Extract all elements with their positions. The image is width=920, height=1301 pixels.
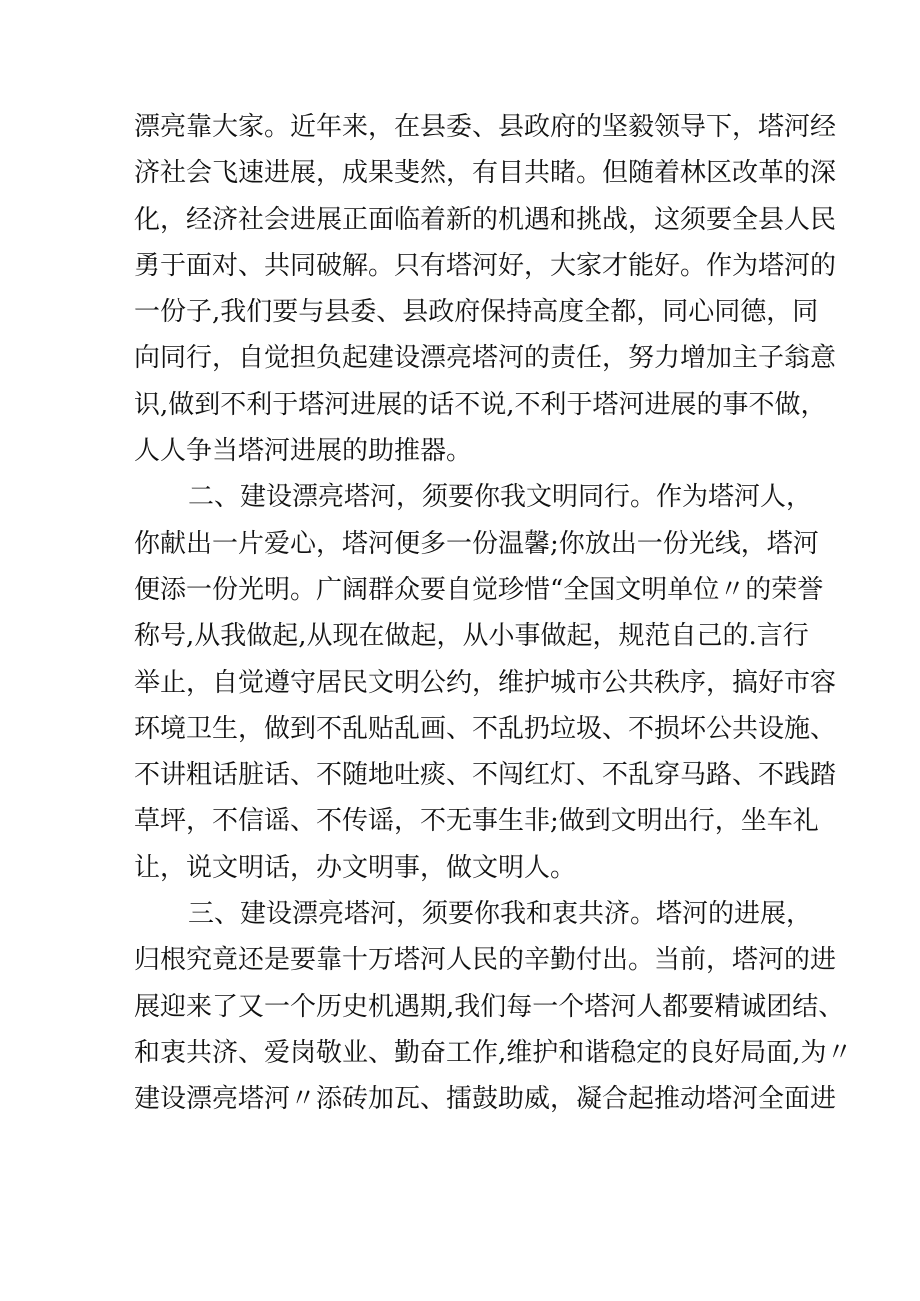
text-line: 二、建设漂亮塔河，须要你我文明同行。作为塔河人，: [188, 482, 813, 513]
text-line: 识,做到不利于塔河进展的话不说,不利于塔河进展的事不做，: [134, 389, 827, 420]
text-line: 你献出一片爱心，塔河便多一份温馨;你放出一份光线，塔河: [134, 528, 819, 559]
text-line: 举止，自觉遵守居民文明公约，维护城市公共秩序，搞好市容: [134, 667, 837, 698]
text-line: 便添一份光明。广阔群众要自觉珍惜“全国文明单位〃的荣誉: [134, 574, 824, 605]
text-line: 草坪，不信谣、不传谣，不无事生非;做到文明出行，坐车礼: [134, 806, 819, 837]
text-line: 建设漂亮塔河〃添砖加瓦、擂鼓助威，凝合起推动塔河全面进: [134, 1084, 837, 1115]
text-line: 不讲粗话脏话、不随地吐痰、不闯红灯、不乱穿马路、不践踏: [134, 760, 837, 791]
text-line: 漂亮靠大家。近年来，在县委、县政府的坚毅领导下，塔河经: [134, 112, 837, 142]
text-line: 勇于面对、共同破解。只有塔河好，大家才能好。作为塔河的: [134, 250, 837, 281]
text-line: 人人争当塔河进展的助推器。: [134, 436, 473, 467]
text-line: 称号,从我做起,从现在做起，从小事做起，规范自己的.言行: [134, 621, 809, 652]
text-line: 济社会飞速进展，成果斐然，有目共睹。但随着林区改革的深: [134, 158, 837, 189]
text-line: 向同行，自觉担负起建设漂亮塔河的责任，努力增加主子翁意: [134, 343, 837, 374]
text-line: 展迎来了又一个历史机遇期,我们每一个塔河人都要精诚团结、: [134, 991, 845, 1022]
text-line: 归根究竟还是要靠十万塔河人民的辛勤付出。当前，塔河的进: [134, 945, 837, 976]
text-line: 环境卫生，做到不乱贴乱画、不乱扔垃圾、不损坏公共设施、: [134, 713, 837, 744]
text-line: 化，经济社会进展正面临着新的机遇和挑战，这须要全县人民: [134, 204, 837, 235]
text-line: 和衷共济、爱岗敬业、勤奋工作,维护和谐稳定的良好局面,为〃: [134, 1037, 853, 1068]
body-text: [134, 104, 853, 1123]
text-line: 一份子,我们要与县委、县政府保持高度全都，同心同德，同: [134, 297, 819, 328]
text-line: 让，说文明话，办文明事，做文明人。: [134, 852, 577, 883]
text-line: 三、建设漂亮塔河，须要你我和衷共济。塔河的进展，: [188, 899, 813, 930]
